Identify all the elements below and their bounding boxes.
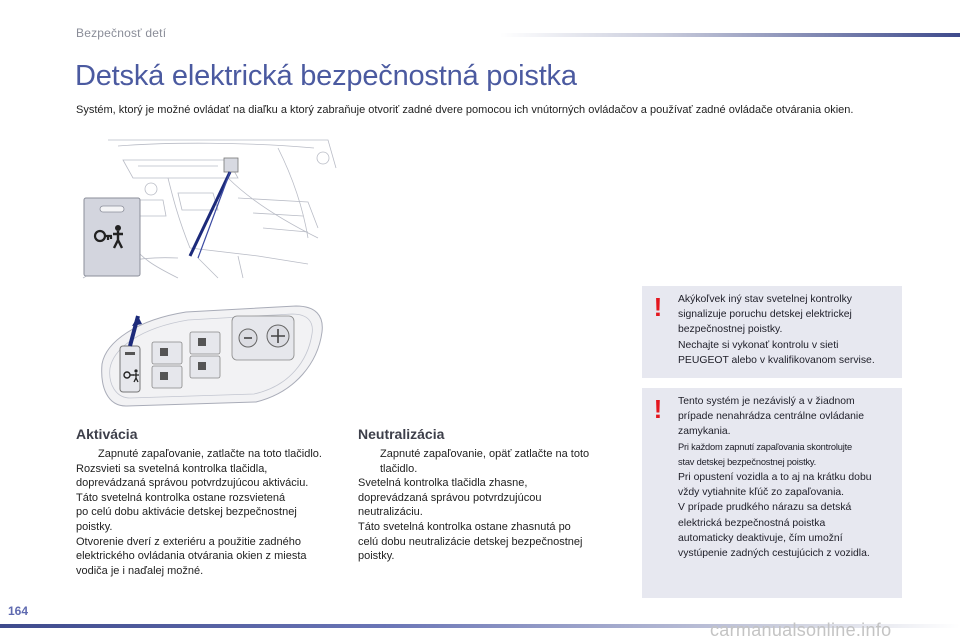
activation-body-line: doprevádzaná správou potvrdzujúcou aktiváciu. bbox=[76, 477, 309, 490]
neutralization-heading: Neutralizácia bbox=[358, 426, 445, 442]
warning-line: prípade nenahrádza centrálne ovládanie bbox=[678, 411, 865, 423]
neutralization-body-line: poistky. bbox=[358, 550, 395, 563]
warning-line: Pri opustení vozidla a to aj na krátku dobu bbox=[678, 472, 872, 484]
activation-heading: Aktivácia bbox=[76, 426, 138, 442]
warning-line: bezpečnostnej poistky. bbox=[678, 324, 783, 336]
warning-line: vystúpenie zadných cestujúcich z vozidla. bbox=[678, 548, 870, 560]
warning-box-malfunction bbox=[642, 286, 902, 378]
warning-text bbox=[678, 292, 896, 368]
warning-line: elektrická bezpečnostná poistka bbox=[678, 517, 826, 529]
warning-line: PEUGEOT alebo v kvalifikovanom servise. bbox=[678, 354, 875, 366]
warning-text bbox=[678, 394, 896, 561]
neutralization-body-line: Táto svetelná kontrolka ostane zhasnutá po bbox=[358, 520, 571, 533]
activation-bullet bbox=[76, 447, 338, 462]
warning-line: Nechajte si vykonať kontrolu v sieti bbox=[678, 339, 839, 351]
neutralization-body-line: doprevádzaná správou potvrdzujúcou bbox=[358, 491, 542, 504]
warning-line: Tento systém je nezávislý a v žiadnom bbox=[678, 396, 855, 407]
neutralization-body-line: celú dobu neutralizácie detskej bezpečnostnej bbox=[358, 535, 583, 548]
warning-line: signalizuje poruchu detskej elektrickej bbox=[678, 309, 852, 321]
warning-box-independence bbox=[642, 388, 902, 598]
neutralization-body-line: neutralizáciu. bbox=[358, 506, 423, 519]
activation-body-line: poistky. bbox=[76, 520, 113, 533]
warning-line: V prípade prudkého nárazu sa detská bbox=[678, 502, 852, 514]
warning-line: Akýkoľvek iný stav svetelnej kontrolky bbox=[678, 294, 852, 305]
neutralization-bullet bbox=[358, 447, 620, 476]
activation-body-line: vodiča je i naďalej možné. bbox=[76, 564, 204, 577]
page-title: Detská elektrická bezpečnostná poistka bbox=[75, 60, 577, 92]
activation-bullet-text: Zapnuté zapaľovanie, zatlačte na toto tlačidlo. bbox=[98, 448, 322, 460]
watermark: carmanualsonline.info bbox=[710, 620, 892, 640]
warning-line: automaticky deaktivuje, čím umožní bbox=[678, 532, 843, 544]
warning-exclamation-icon: ! bbox=[653, 292, 663, 322]
warning-line: vždy vytiahnite kľúč zo zapaľovania. bbox=[678, 487, 845, 499]
warning-exclamation-icon: ! bbox=[653, 394, 663, 424]
warning-line: stav detskej bezpečnostnej poistky. bbox=[678, 456, 817, 467]
activation-body-line: Otvorenie dverí z exteriéru a použitie zadného bbox=[76, 535, 302, 548]
warning-line: Pri každom zapnutí zapaľovania skontrolujte bbox=[678, 441, 852, 452]
activation-content bbox=[76, 447, 338, 578]
checkbox-bullet-icon bbox=[358, 447, 380, 476]
neutralization-content bbox=[358, 447, 620, 564]
section-title: Bezpečnosť detí bbox=[76, 26, 167, 40]
header-rule bbox=[500, 33, 960, 37]
warning-line: zamykania. bbox=[678, 426, 731, 438]
window-control-panel-illustration bbox=[96, 302, 328, 410]
neutralization-bullet-text: Zapnuté zapaľovanie, opäť zatlačte na toto tlačidlo. bbox=[380, 448, 590, 475]
activation-body-line: Rozsvieti sa svetelná kontrolka tlačidla, bbox=[76, 462, 268, 475]
intro-paragraph: Systém, ktorý je možné ovládať na diaľku a ktorý zabraňuje otvoriť zadné dvere pomocou ich vnútorných ovládačov a používať zadné ovládače otvárania okien. bbox=[76, 104, 854, 116]
page-number: 164 bbox=[8, 604, 29, 618]
activation-body-line: elektrického ovládania otvárania okien z miesta bbox=[76, 550, 307, 563]
door-panel-illustration bbox=[78, 138, 340, 280]
checkbox-bullet-icon bbox=[76, 447, 98, 462]
activation-body-line: po celú dobu aktivácie detskej bezpečnostnej bbox=[76, 506, 297, 519]
activation-body-line: Táto svetelná kontrolka ostane rozsvietená bbox=[76, 491, 286, 504]
neutralization-body-line: Svetelná kontrolka tlačidla zhasne, bbox=[358, 477, 528, 490]
